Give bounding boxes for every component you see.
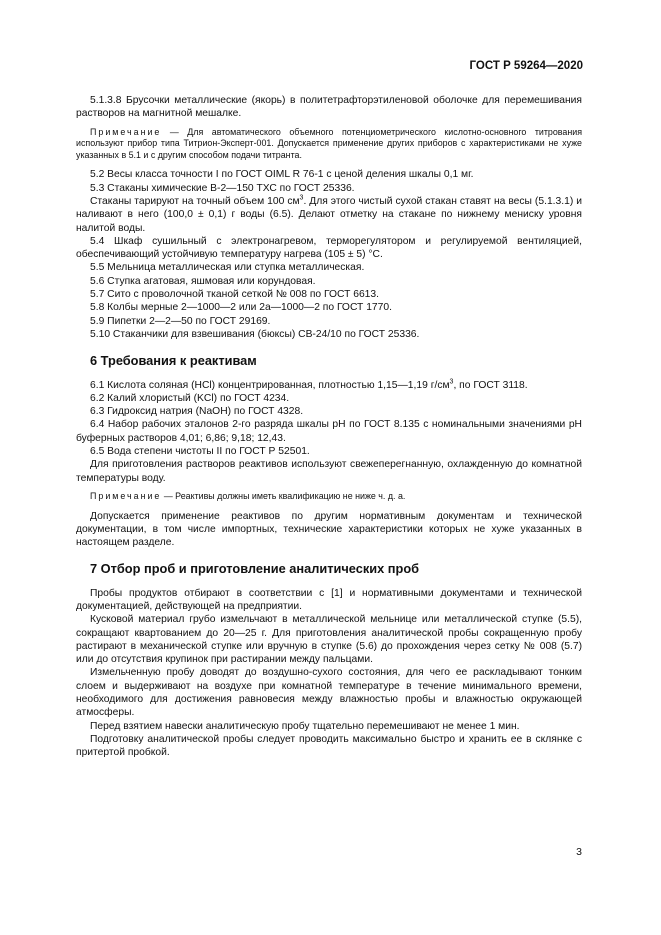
- clause-7-storage: Подготовку аналитической пробы следует проводить максимально быстро и хранить ее в склянке с притертой пробкой.: [76, 733, 582, 759]
- note-label: Примечание: [90, 490, 162, 501]
- clause-5-3-text: Стаканы тарируют на точный объем 100 $см^3$. Для этого чистый сухой стакан ставят на весы (5.1.3.1) и наливают в него (100,0 ± 0,1) г воды (6.5). Делают отметку на стакане по нижнему мениску уровня налитой воды.: [76, 194, 582, 234]
- clause-7-mixing: Перед взятием навески аналитическую пробу тщательно перемешивают не менее 1 мин.: [90, 720, 520, 732]
- clause-5-5: 5.5 Мельница металлическая или ступка металлическая.: [90, 262, 365, 274]
- clause-5-9: 5.9 Пипетки 2—2—50 по ГОСТ 29169.: [90, 315, 271, 327]
- section-7-heading: 7 Отбор проб и приготовление аналитических проб: [90, 561, 420, 577]
- clause-6-2: 6.2 Калий хлористый (KCl) по ГОСТ 4234.: [90, 392, 290, 404]
- clause-7-sampling: Пробы продуктов отбирают в соответствии с [1] и нормативными документами и технической документацией, действующей на предприятии.: [76, 587, 582, 612]
- note-1: [76, 127, 582, 162]
- clause-7-grinding: Кусковой материал грубо измельчают в металлической мельнице или металлической ступке (5.5), сокращают квартованием до 20—25 г. Для приготовления аналитической пробы сокращенную пробу растирают в механической ступке или вручную в ступке (5.6) до прохождения через сетку № 008 (5.7) или до отсутствия крупинок при растирании между пальцами.: [76, 614, 582, 666]
- clause-5-10: 5.10 Стаканчики для взвешивания (бюксы) СВ-24/10 по ГОСТ 25336.: [90, 328, 420, 340]
- clause-6-3: 6.3 Гидроксид натрия (NaOH) по ГОСТ 4328.: [90, 406, 304, 418]
- clause-6-1: 6.1 Кислота соляная (HCl) концентрированная, плотностью 1,15—1,19 $г/см^3$, по ГОСТ 3118.: [90, 378, 528, 391]
- note-2: [76, 491, 582, 503]
- note-text: — Для автоматического объемного потенциометрического кислотно-основного титрования используют прибор типа Титрион-Эксперт-001. Допускается применение других приборов с характеристиками не хуже указанных в 5.1 и с другим способом подачи титранта.: [76, 126, 582, 160]
- clause-5-4: 5.4 Шкаф сушильный с электронагревом, терморегулятором и регулируемой вентиляцией, обеспечивающий устойчивую температуру нагрева (105 ± 5) °С.: [76, 235, 582, 261]
- clause-5-8: 5.8 Колбы мерные 2—1000—2 или 2а—1000—2 по ГОСТ 1770.: [90, 302, 392, 314]
- clause-5-6: 5.6 Ступка агатовая, яшмовая или корундовая.: [90, 275, 316, 287]
- clause-5-3: 5.3 Стаканы химические В-2—150 ТХС по ГОСТ 25336.: [90, 182, 355, 194]
- clause-5-2: 5.2 Весы класса точности I по ГОСТ OIML R 76-1 с ценой деления шкалы 0,1 мг.: [90, 169, 474, 181]
- clause-5-1-3-8: 5.1.3.8 Брусочки металлические (якорь) в политетрафторэтиленовой оболочке для перемешивания растворов на магнитной мешалке.: [76, 95, 582, 120]
- document-header: ГОСТ Р 59264—2020: [469, 60, 583, 72]
- note-text: — Реактивы должны иметь квалификацию не ниже ч. д. а.: [161, 490, 406, 501]
- page-content: [76, 94, 582, 760]
- clause-6-4: 6.4 Набор рабочих эталонов 2-го разряда шкалы pH по ГОСТ 8.135 с номинальными значениями pH буферных растворов 4,01; 6,86; 9,18; 12,43.: [76, 419, 582, 444]
- clause-6-water: Для приготовления растворов реактивов используют свежеперегнанную, охлажденную до комнатной температуры воду.: [76, 459, 582, 484]
- clause-6-5: 6.5 Вода степени чистоты II по ГОСТ Р 52501.: [90, 446, 310, 458]
- clause-5-7: 5.7 Сито с проволочной тканой сеткой № 008 по ГОСТ 6613.: [90, 289, 379, 301]
- clause-7-drying: Измельченную пробу доводят до воздушно-сухого состояния, для чего ее раскладывают тонким слоем и выдерживают на воздухе при комнатной температуре в течение минимального времени, необходимого для достижения равновесия между влажностью пробы и влажностью окружающей атмосферы.: [76, 667, 582, 719]
- clause-6-alternatives: Допускается применение реактивов по другим нормативным документам и технической документации, в том числе импортных, технические характеристики которых не хуже указанных в настоящем разделе.: [76, 510, 582, 549]
- page-number: 3: [576, 846, 582, 858]
- section-6-heading: 6 Требования к реактивам: [90, 353, 257, 369]
- note-label: Примечание: [90, 126, 162, 137]
